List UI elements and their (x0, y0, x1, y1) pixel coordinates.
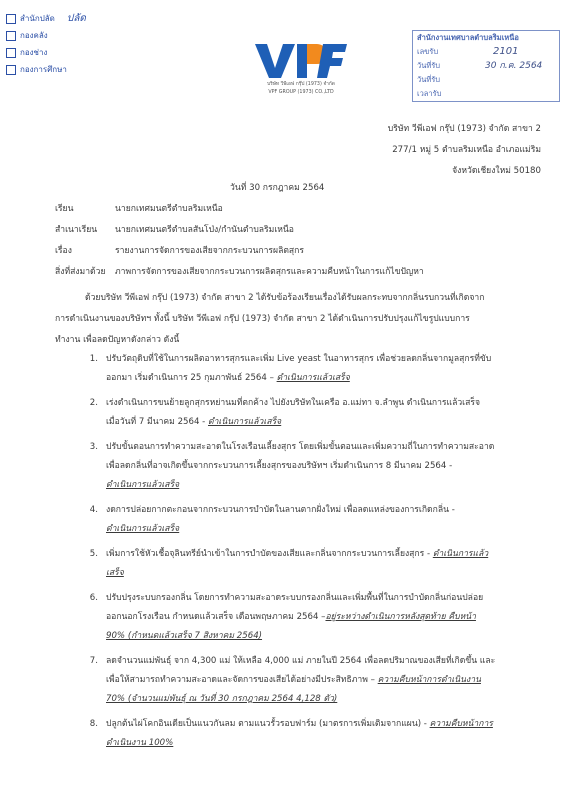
sender-line: จังหวัดเชียงใหม่ 50180 (452, 166, 541, 176)
letter-date: วันที่ 30 กรกฎาคม 2564 (230, 183, 325, 193)
header-label: เรื่อง (55, 246, 72, 256)
list-item-line (72, 567, 552, 586)
checkbox-icon (6, 14, 16, 24)
stamp-label: เวลารับ (417, 89, 442, 98)
sender-line: บริษัท วีพีเอฟ กรุ๊ป (1973) จำกัด สาขา 2 (387, 124, 541, 134)
list-item-line (72, 718, 552, 737)
status-text: ดำเนินการแล้ว (432, 549, 489, 559)
received-stamp (412, 30, 560, 102)
stamp-row (413, 45, 559, 59)
item-text: ลดจำนวนแม่พันธุ์ จาก 4,300 แม่ ให้เหลือ 4,000 แม่ ภายในปี 2564 เพื่อลดปริมาณของเสียที่เกิดขึ้น และ (106, 656, 496, 666)
item-text: ปรับวัตถุดิบที่ใช้ในการผลิตอาหารสุกรและเพิ่ม Live yeast ในอาหารสุกร เพื่อช่วยลดกลิ่นจากมูลสุกรที่ขับ (106, 354, 492, 364)
list-item-line (72, 737, 552, 756)
logo-caption-th: บริษัท วีพีเอฟ กรุ๊ป (1973) จำกัด (267, 82, 335, 87)
list-item (72, 441, 552, 498)
list-item (72, 353, 552, 391)
list-item-line (72, 372, 552, 391)
list-item (72, 592, 552, 649)
item-text: ปรับปรุงระบบกรองกลิ่น โดยการทำความสะอาดระบบกรองกลิ่นและเพิ่มพื้นที่ในการบำบัดกลิ่นก่อนปล่อย (106, 593, 484, 603)
routing-item (6, 27, 86, 44)
status-text: อยู่ระหว่างดำเนินการหลังสุดท้าย คืบหน้า (325, 612, 476, 622)
status-text: ดำเนินการแล้วเสร็จ (106, 480, 180, 490)
stamp-row (413, 73, 559, 87)
list-item-line (72, 630, 552, 649)
header-row (55, 245, 424, 266)
checkbox-icon (6, 31, 16, 41)
header-fields (55, 203, 424, 287)
routing-item (6, 10, 86, 27)
intro-line: ด้วยบริษัท วีพีเอฟ กรุ๊ป (1973) จำกัด สาขา 2 ได้รับข้อร้องเรียนเรื่องได้รับผลกระทบจากกลิ่นรบกวนที่เกิดจาก (85, 293, 485, 303)
item-text: ปรับขั้นตอนการทำความสะอาดในโรงเรือนเลี้ยงสุกร โดยเพิ่มขั้นตอนและเพิ่มความถี่ในการทำความสะอาด (106, 442, 495, 452)
list-item-number: 4. (89, 505, 98, 515)
company-logo (246, 40, 356, 96)
item-text: เพิ่มการใช้หัวเชื้อจุลินทรีย์นำเข้าในการบำบัดของเสียและกลิ่นจากกระบวนการเลี้ยงสุกร - (106, 549, 433, 559)
list-item-number: 7. (89, 656, 98, 666)
list-item-line (72, 592, 552, 611)
header-value: นายกเทศมนตรีตำบลสันโป่ง/กำนันตำบลริมเหนือ (115, 225, 294, 235)
sender-address (388, 123, 541, 186)
header-label: เรียน (55, 204, 74, 214)
list-item-number: 3. (89, 442, 98, 452)
item-text: เมื่อวันที่ 7 มีนาคม 2564 - (106, 417, 209, 427)
list-item-line (72, 611, 552, 630)
list-item-line (72, 548, 552, 567)
routing-item (6, 44, 86, 61)
header-value: รายงานการจัดการของเสียจากกระบวนการผลิตสุกร (115, 246, 304, 256)
intro-line: ทำงาน เพื่อลดปัญหาดังกล่าว ดังนี้ (55, 335, 180, 345)
list-item-number: 1. (89, 354, 98, 364)
list-item-number: 8. (89, 719, 98, 729)
status-text: ดำเนินการแล้วเสร็จ (106, 524, 180, 534)
intro-line: การดำเนินงานของบริษัทฯ ทั้งนี้ บริษัท วีพีเอฟ กรุ๊ป (1973) จำกัด สาขา 2 ได้ดำเนินการปรับปรุงแก้ไขรูปแบบการ (55, 314, 470, 324)
list-item (72, 504, 552, 542)
checkbox-icon (6, 48, 16, 58)
list-item (72, 718, 552, 756)
routing-label: กองช่าง (20, 48, 48, 57)
list-item-number: 2. (89, 398, 98, 408)
stamp-title: สำนักงานเทศบาลตำบลริมเหนือ (417, 33, 519, 42)
status-text: ความคืบหน้าการดำเนินงาน (377, 675, 481, 685)
item-text: เพื่อให้สามารถทำความสะอาดและจัดการของเสียได้อย่างมีประสิทธิภาพ – (106, 675, 378, 685)
status-text: ดำเนินการแล้วเสร็จ (276, 373, 350, 383)
header-value: นายกเทศมนตรีตำบลริมเหนือ (115, 204, 223, 214)
item-text: ออกมา เริ่มดำเนินการ 25 กุมภาพันธ์ 2564 – (106, 373, 277, 383)
header-row (55, 224, 424, 245)
header-label: สิ่งที่ส่งมาด้วย (55, 267, 106, 277)
list-item-line (72, 416, 552, 435)
stamp-value: 30 ก.ค. 2564 (485, 61, 543, 71)
header-row (55, 266, 424, 287)
checkbox-icon (6, 65, 16, 75)
item-text: ปลูกต้นไผ่โคกอินเดียเป็นแนวกันลม ตามแนวรั้วรอบฟาร์ม (มาตรการเพิ่มเติมจากแผน) - (106, 719, 430, 729)
header-row (55, 203, 424, 224)
item-text: เพื่อลดกลิ่นที่อาจเกิดขึ้นจากกระบวนการเลี้ยงสุกรของบริษัทฯ เริ่มดำเนินการ 8 มีนาคม 2564 - (106, 461, 453, 471)
status-text: ดำเนินงาน 100% (106, 738, 174, 748)
action-list (72, 353, 552, 756)
list-item-line (72, 441, 552, 460)
list-item-line (72, 693, 552, 712)
list-item-line (72, 460, 552, 479)
item-text: เร่งดำเนินการขนย้ายลูกสุกรหย่านมที่ตกค้าง ไปยังบริษัทในเครือ อ.แม่ทา จ.ลำพูน ดำเนินการแล้วเสร็จ (106, 398, 481, 408)
status-text: เสร็จ (106, 568, 124, 578)
stamp-value: 2101 (493, 46, 519, 57)
logo-caption-en: VPF GROUP (1973) CO.,LTD (268, 90, 334, 95)
list-item (72, 397, 552, 435)
intro-paragraph (55, 292, 484, 355)
sender-line: 277/1 หมู่ 5 ตำบลริมเหนือ อำเภอแม่ริม (392, 145, 541, 155)
routing-checklist (6, 10, 86, 78)
routing-label: สำนักปลัด (20, 14, 55, 23)
list-item-line (72, 479, 552, 498)
status-text: ความคืบหน้าการ (429, 719, 493, 729)
stamp-label: วันที่รับ (417, 61, 441, 70)
list-item-number: 5. (89, 549, 98, 559)
list-item-line (72, 523, 552, 542)
stamp-label: เลขรับ (417, 47, 439, 56)
list-item-line (72, 655, 552, 674)
list-item (72, 655, 552, 712)
status-text: 90% (กำหนดแล้วเสร็จ 7 สิงหาคม 2564) (106, 631, 263, 641)
vpf-logo-icon (246, 40, 356, 80)
list-item-line (72, 504, 552, 523)
item-text: งดการปล่อยกากตะกอนจากกระบวนการบำบัดในลานตากฝั่งใหม่ เพื่อลดแหล่งของการเกิดกลิ่น - (106, 505, 455, 515)
item-text: ออกนอกโรงเรือน กำหนดแล้วเสร็จ เดือนพฤษภาคม 2564 – (106, 612, 326, 622)
list-item-line (72, 674, 552, 693)
list-item-number: 6. (89, 593, 98, 603)
stamp-row (413, 59, 559, 73)
header-label: สำเนาเรียน (55, 225, 98, 235)
routing-label: กองคลัง (20, 31, 48, 40)
routing-item (6, 61, 86, 78)
handwritten-note: ปลัด (66, 13, 86, 24)
list-item (72, 548, 552, 586)
routing-label: กองการศึกษา (20, 65, 67, 74)
list-item-line (72, 397, 552, 416)
stamp-row (413, 87, 559, 101)
list-item-line (72, 353, 552, 372)
stamp-label: วันที่รับ (417, 75, 441, 84)
header-value: ภาพการจัดการของเสียจากกระบวนการผลิตสุกรและความคืบหน้าในการแก้ไขปัญหา (115, 267, 424, 277)
status-text: ดำเนินการแล้วเสร็จ (208, 417, 282, 427)
status-text: 70% (จำนวนแม่พันธุ์ ณ วันที่ 30 กรกฎาคม 2564 4,128 ตัว) (106, 694, 338, 704)
